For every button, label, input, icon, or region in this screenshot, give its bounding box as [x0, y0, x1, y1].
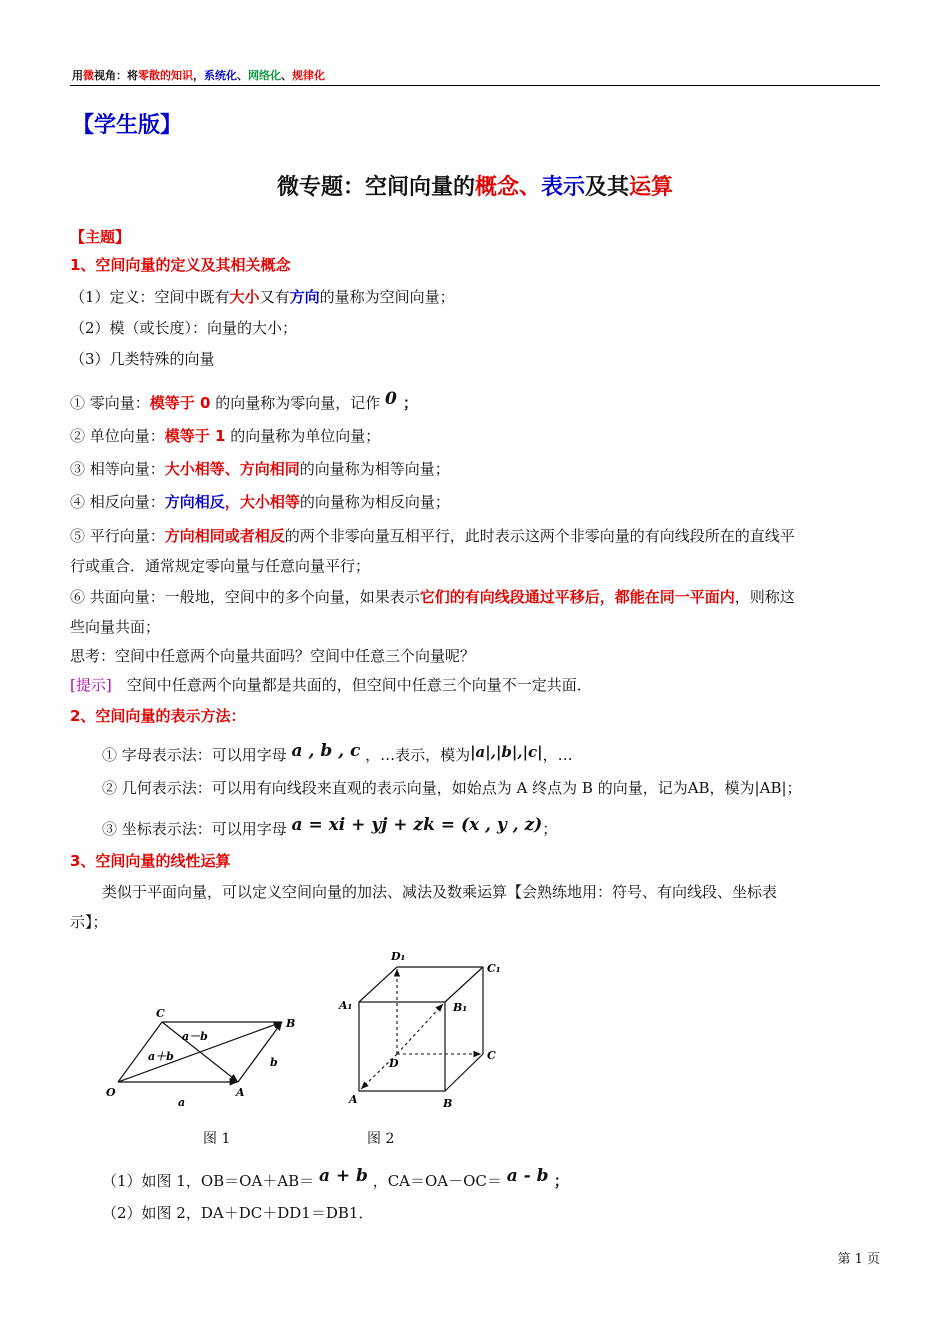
cube-edge — [445, 1054, 483, 1091]
result-line-1: （1）如图 1，OB＝OA＋AB＝ a + b ，CA＝OA－OC＝ a - b ； — [102, 1166, 569, 1190]
title-part: 表示 — [540, 175, 585, 200]
title-part: 概念、 — [474, 175, 541, 200]
zero-vector-symbol: 0 — [385, 389, 397, 409]
linear-ops-paragraph: 类似于平面向量，可以定义空间向量的加法、减法及数乘运算【会熟练地用：符号、有向线段、坐标表 — [102, 883, 778, 901]
letter-notation-line: ① 字母表示法：可以用字母 a , b , c ，…表示，模为|a|,|b|,|c|，… — [102, 741, 573, 764]
coplanar-vector-line: ⑥ 共面向量：一般地，空间中的多个向量，如果表示它们的有向线段通过平移后，都能在同一平面内，则称这 — [70, 588, 795, 606]
special-vectors-line: （3）几类特殊的向量 — [70, 350, 215, 368]
label-B: B — [443, 1097, 453, 1110]
figure-2-caption: 图 2 — [367, 1131, 395, 1147]
figure-2-cube — [335, 945, 510, 1115]
equal-vector-line: ③ 相等向量：大小相等、方向相同的向量称为相等向量； — [70, 460, 450, 478]
coordinate-notation-line: ③ 坐标表示法：可以用字母 a = xi + yj + zk = (x , y , z)； — [102, 815, 558, 838]
coplanar-vector-line-2: 些向量共面； — [70, 618, 161, 636]
label-b: b — [270, 1056, 278, 1069]
unit-vector-line: ② 单位向量：模等于 1 的向量称为单位向量； — [70, 427, 381, 445]
header-text: 零散的知识 — [138, 69, 193, 82]
linear-ops-paragraph-2: 示】； — [70, 913, 108, 931]
label-C: C — [487, 1049, 496, 1062]
label-a-plus-b: a＋b — [148, 1050, 174, 1063]
header-text: ， — [193, 69, 204, 82]
header-text: 网络化 — [248, 69, 281, 82]
parallel-vector-line: ⑤ 平行向量：方向相同或者相反的两个非零向量互相平行，此时表示这两个非零向量的有向线段所在的直线平 — [70, 527, 795, 545]
header-text: 、 — [237, 69, 248, 82]
zero-vector-line: ① 零向量：模等于 0 的向量称为零向量，记作 0 ； — [70, 389, 418, 412]
header-text: 、 — [281, 69, 292, 82]
label-A: A — [349, 1093, 358, 1106]
topic-label: 【主题】 — [70, 228, 131, 246]
figure-1-parallelogram — [98, 1000, 308, 1112]
page-title — [0, 170, 950, 201]
vector-DB1-arrow — [397, 1004, 443, 1054]
page-number: 第 1 页 — [837, 1252, 880, 1267]
label-B1: B₁ — [453, 1001, 468, 1014]
cube-edge — [359, 967, 397, 1002]
vector-b-arrow — [238, 1022, 282, 1082]
title-part: 运算 — [629, 175, 674, 200]
definition-line: （1）定义：空间中既有大小又有方向的量称为空间向量； — [70, 288, 455, 306]
label-O: O — [106, 1086, 116, 1099]
result-line-2: （2）如图 2，DA＋DC＋DD1＝DB1． — [102, 1204, 374, 1222]
label-a-minus-b: a－b — [182, 1030, 208, 1043]
label-C: C — [156, 1007, 165, 1020]
header-divider — [70, 85, 880, 86]
title-part: 及其 — [585, 175, 630, 200]
section-1-heading: 1、空间向量的定义及其相关概念 — [70, 256, 291, 274]
title-part: 微专题：空间向量的 — [276, 175, 475, 200]
opposite-vector-line: ④ 相反向量：方向相反，大小相等的向量称为相反向量； — [70, 493, 450, 511]
section-3-heading: 3、空间向量的线性运算 — [70, 852, 231, 870]
modulus-line: （2）模（或长度）：向量的大小； — [70, 319, 298, 337]
hint-line: [提示] 空间中任意两个向量都是共面的，但空间中任意三个向量不一定共面． — [70, 676, 592, 694]
section-2-heading: 2、空间向量的表示方法： — [70, 707, 246, 725]
header-text: 视角：将 — [94, 69, 138, 82]
geometric-notation-line: ② 几何表示法：可以用有向线段来直观的表示向量，如始点为 A 终点为 B 的向量，记为AB，模为|AB|； — [102, 779, 802, 797]
label-A1: A₁ — [339, 999, 353, 1012]
cube-front-face — [359, 1002, 445, 1091]
header-text: 系统化 — [204, 69, 237, 82]
label-a: a — [178, 1096, 186, 1109]
parallel-vector-line-2: 行或重合．通常规定零向量与任意向量平行； — [70, 557, 371, 575]
edition-label: 【学生版】 — [72, 113, 183, 138]
cube-edge — [445, 967, 483, 1002]
label-D: D — [389, 1057, 399, 1070]
think-question: 思考：空间中任意两个向量共面吗？空间中任意三个向量呢？ — [70, 647, 476, 665]
header-text: 用 — [72, 69, 83, 82]
label-D1: D₁ — [391, 950, 406, 963]
label-B: B — [286, 1017, 296, 1030]
page-header — [72, 67, 325, 83]
figure-1-caption: 图 1 — [203, 1131, 231, 1147]
label-A: A — [236, 1086, 245, 1099]
label-C1: C₁ — [487, 962, 501, 975]
header-text: 规律化 — [292, 69, 325, 82]
header-text: 微 — [83, 69, 94, 82]
